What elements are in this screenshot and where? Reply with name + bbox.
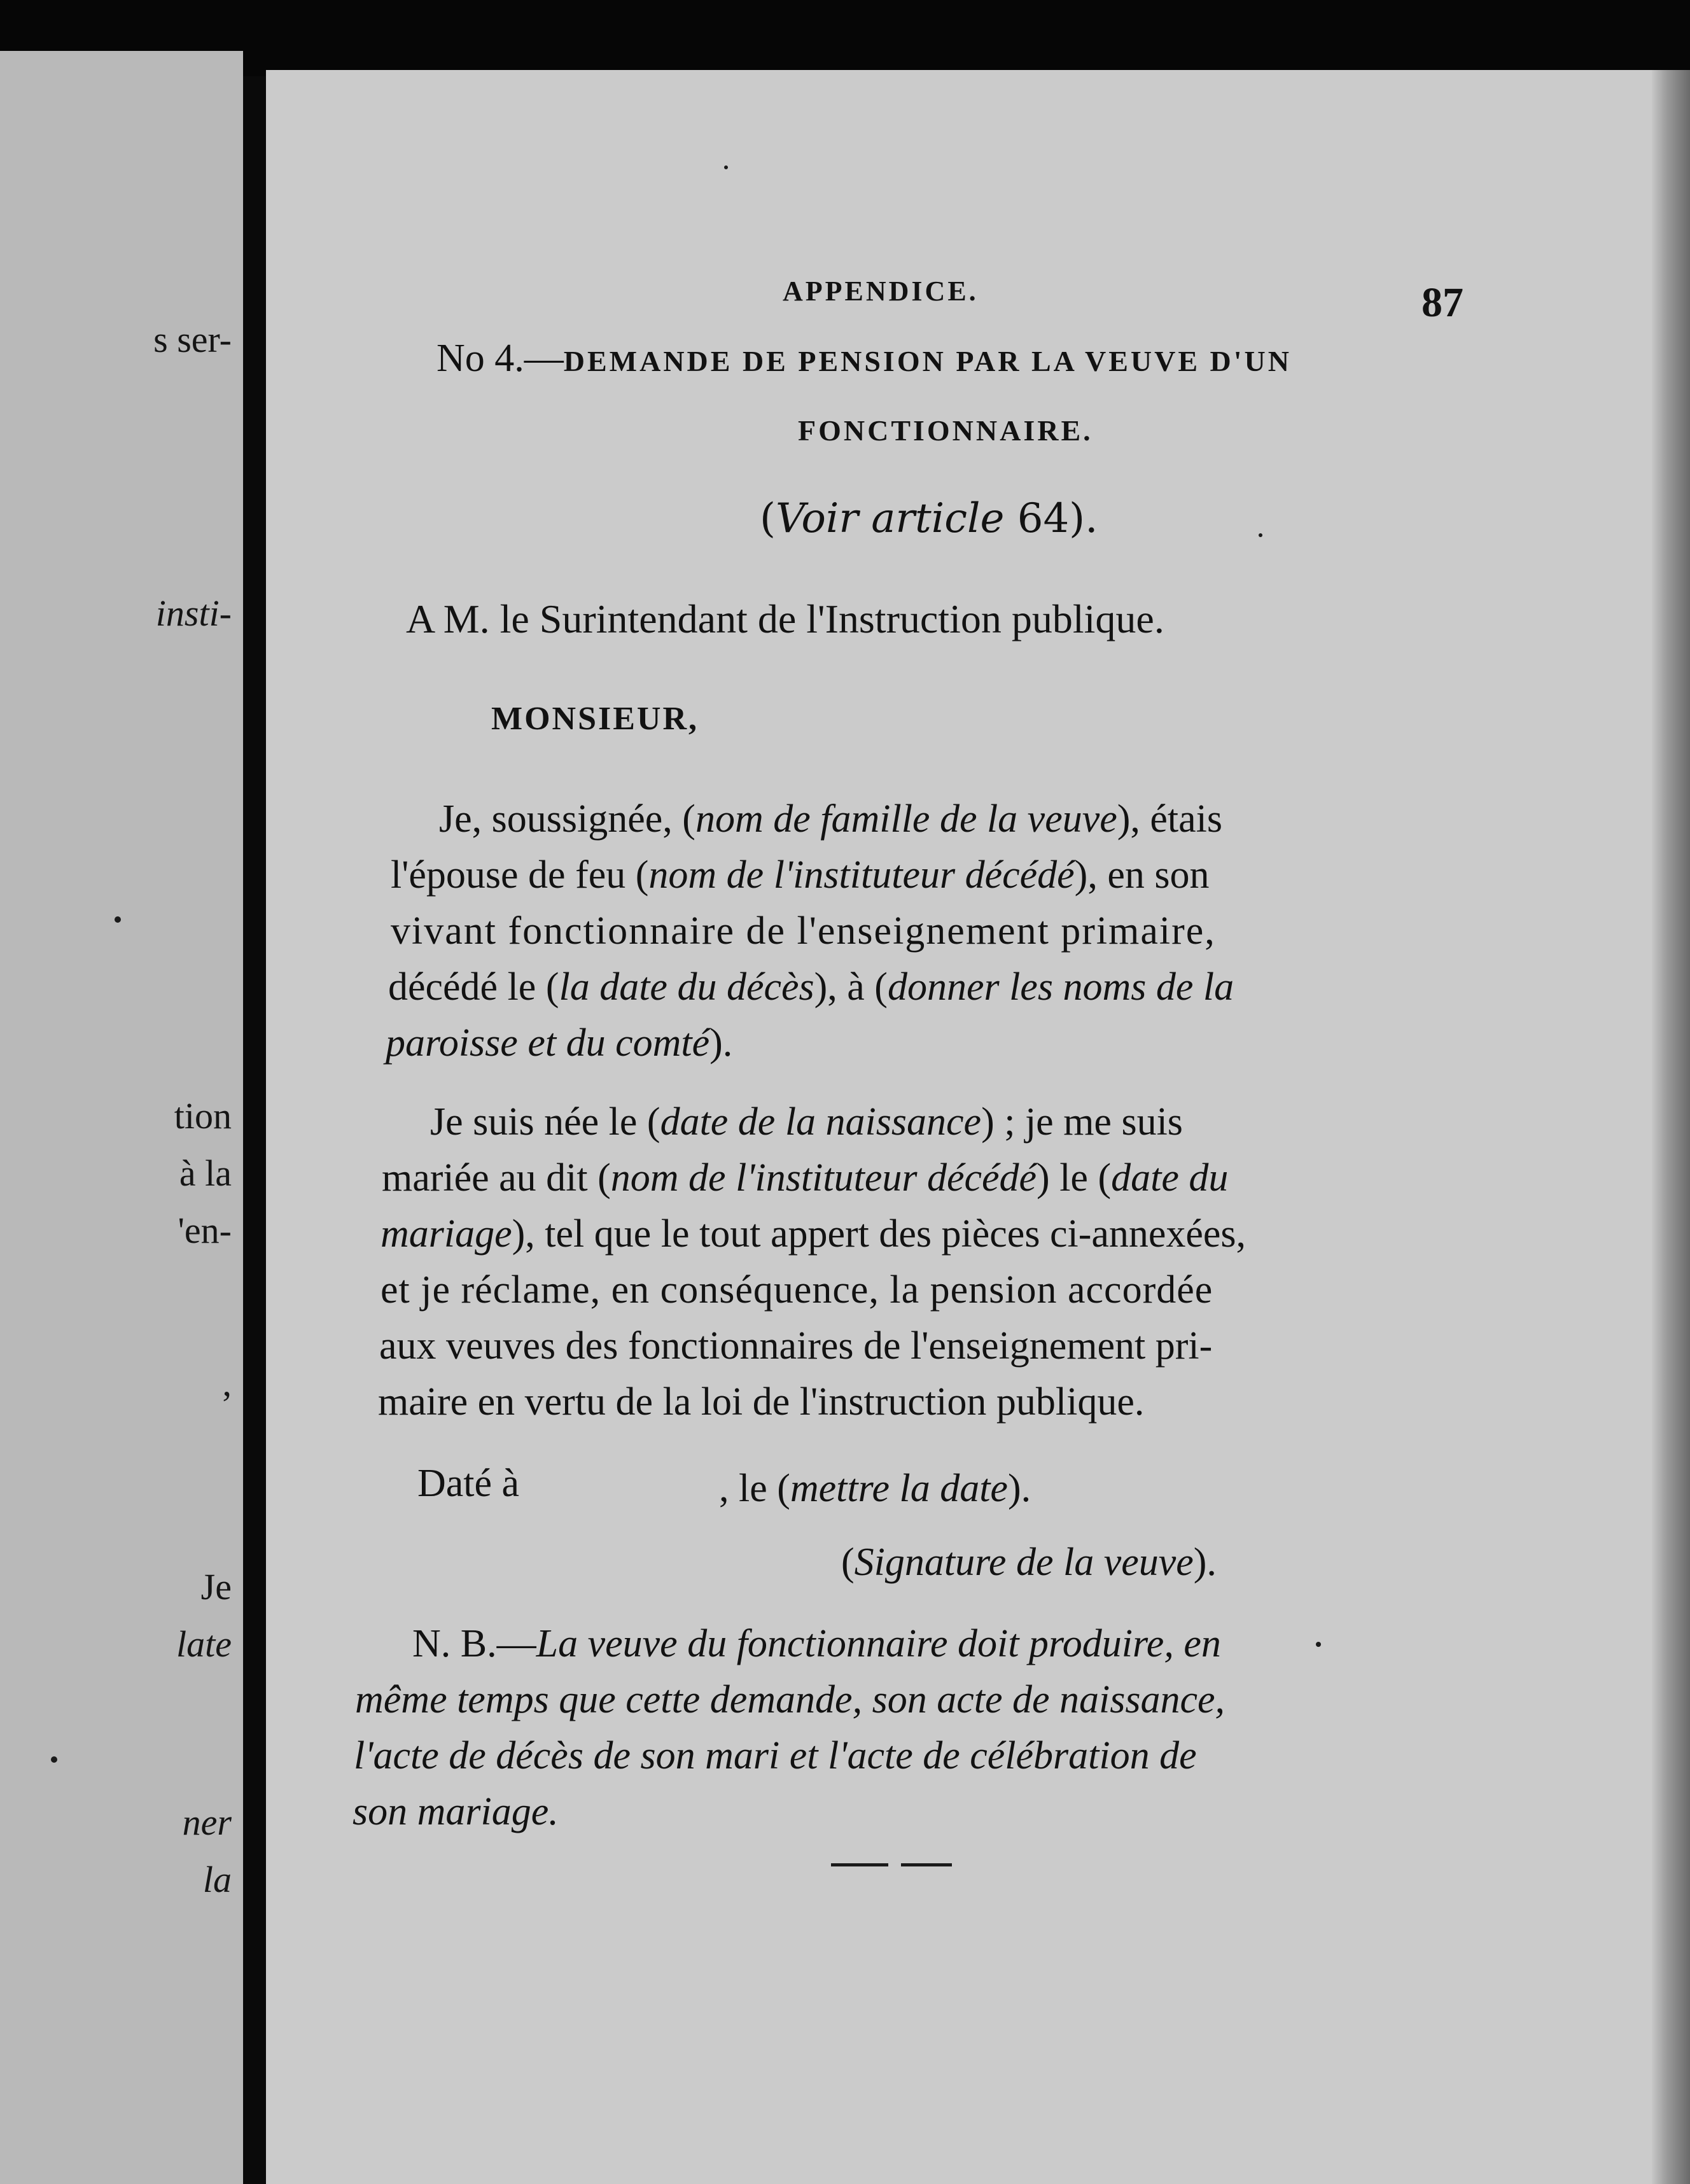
left-fragment: Je [200,1566,232,1607]
nb-line: même temps que cette demande, son acte de naissance, [355,1678,1225,1721]
speck [724,165,728,169]
speck [1259,533,1262,537]
nb-label: N. B.— [412,1622,536,1665]
paragraph2-line [378,1380,1144,1425]
text-run-italic: paroisse et du comté [386,1021,710,1065]
page-number: 87 [1421,279,1463,326]
left-fragment: , [222,1362,232,1404]
form-title-text: DEMANDE DE PENSION PAR LA VEUVE D'UN [563,345,1292,377]
text-run-italic: mariage [381,1212,512,1256]
paragraph2-line [430,1100,1183,1145]
text-run: vivant fonctionnaire de l'enseignement primaire, [391,909,1216,953]
salutation: MONSIEUR, [491,701,699,737]
addressee: A M. le Surintendant de l'Instruction publique. [406,596,1164,641]
paragraph1-line [388,965,1234,1010]
form-title-line2: FONCTIONNAIRE. [798,414,1093,447]
running-head: APPENDICE. [783,276,979,307]
form-title-line1 [436,336,1292,381]
paragraph2-line [379,1324,1212,1369]
page-edge-shadow [1652,70,1690,2184]
right-page [266,70,1690,2184]
nb-text: La veuve du fonctionnaire doit produire, en [536,1622,1221,1665]
text-run-italic: la date du décès [559,965,814,1009]
nb-line [412,1621,1221,1667]
text-run: ), en son [1074,853,1210,897]
paragraph1-line [391,909,1216,954]
speck [1316,1642,1321,1647]
text-run: mariée au dit ( [382,1156,611,1200]
left-fragment: 'en- [178,1210,232,1251]
text-run-italic: nom de l'instituteur décédé [610,1156,1037,1200]
text-run: , le ( [719,1467,790,1510]
text-run-italic: donner les noms de la [887,965,1234,1009]
text-run: et je réclame, en conséquence, la pension accordée [381,1268,1213,1312]
speck [115,916,121,923]
text-run: maire en vertu de la loi de l'instruction publique. [378,1380,1145,1424]
text-run: ). [1193,1541,1217,1584]
reference-close: ). [1069,495,1098,542]
text-run: aux veuves des fonctionnaires de l'enseignement pri- [379,1324,1213,1368]
text-run: ) le ( [1037,1156,1112,1200]
paragraph1-line [386,1021,732,1066]
closing-rule-segment [831,1863,888,1866]
reference-number: 64 [1004,495,1070,542]
left-facing-page [0,51,243,2184]
nb-line: son mariage. [353,1790,559,1833]
paragraph1-line [439,797,1222,842]
article-reference [760,495,1098,542]
dated-prefix: Daté à [417,1462,520,1505]
reference-open: ( [760,495,776,542]
dated-line [719,1466,1031,1511]
left-fragment: late [176,1623,232,1665]
text-run-italic: mettre la date [790,1467,1008,1510]
left-fragment: tion [174,1095,232,1137]
text-run-italic: nom de l'instituteur décédé [648,853,1075,897]
text-run-italic: date de la naissance [660,1100,982,1144]
book-gutter [243,76,266,2184]
paragraph2-line [381,1268,1213,1313]
nb-line: l'acte de décès de son mari et l'acte de célébration de [354,1734,1197,1777]
text-run: l'épouse de feu ( [391,853,649,897]
text-run: ). [709,1021,733,1065]
left-fragment: s ser- [153,319,232,360]
text-run: ), à ( [814,965,888,1009]
text-run: ) ; je me suis [981,1100,1183,1144]
text-run: ( [841,1541,855,1584]
text-run: ), étais [1117,797,1223,841]
text-run-italic: nom de famille de la veuve [695,797,1117,841]
text-run-italic: Signature de la veuve [854,1541,1194,1584]
paragraph2-line [381,1212,1246,1257]
left-fragment: à la [179,1152,232,1194]
paragraph2-line [382,1156,1228,1201]
left-fragment: ner [182,1802,232,1843]
text-run: Je suis née le ( [430,1100,660,1144]
left-fragment: la [202,1859,232,1900]
speck [51,1756,57,1763]
text-run: décédé le ( [388,965,559,1009]
closing-rule-segment [901,1863,952,1866]
signature-line [841,1540,1217,1585]
left-fragment: insti- [155,592,232,634]
text-run: ). [1007,1467,1031,1510]
form-number: No 4.— [436,337,564,380]
text-run: ), tel que le tout appert des pièces ci-annexées, [512,1212,1247,1256]
text-run: Je, soussignée, ( [439,797,695,841]
paragraph1-line [391,853,1209,898]
text-run-italic: date du [1111,1156,1229,1200]
reference-italic: Voir article [775,495,1005,542]
